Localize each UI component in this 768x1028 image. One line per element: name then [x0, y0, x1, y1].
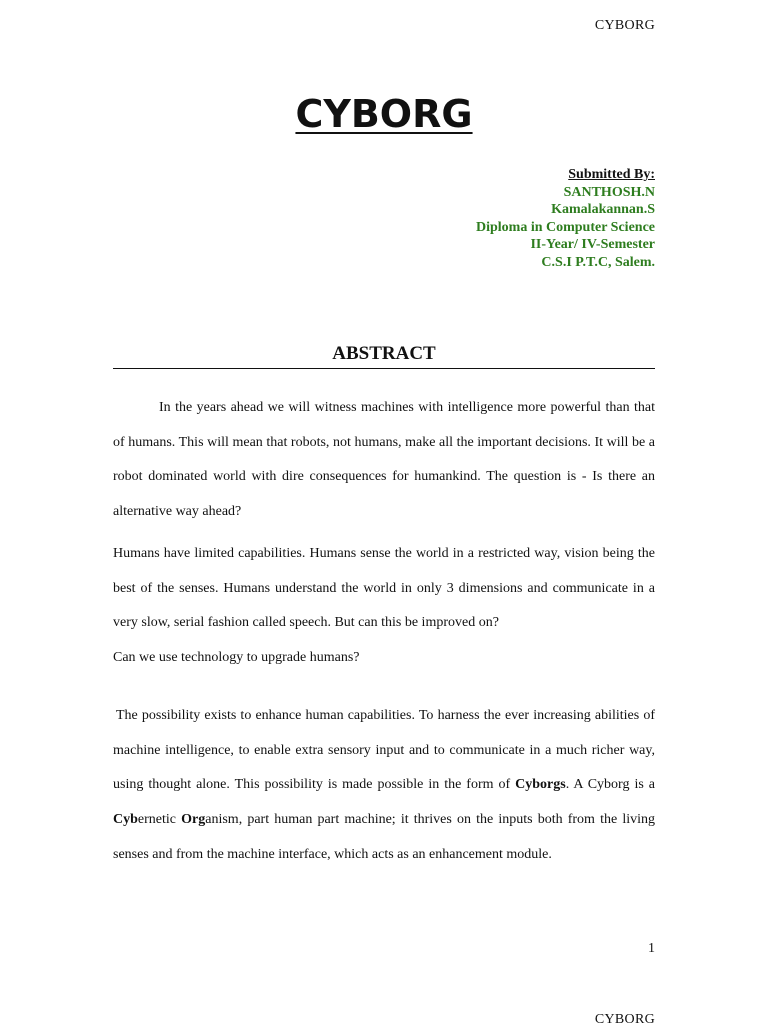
p3-text-mid1: . A Cyborg is a	[565, 777, 655, 793]
abstract-paragraph-1: In the years ahead we will witness machines with intelligence more powerful than that of humans. This will mean that robots, not humans, make all the important decisions. It will be a robot dominated world with dire consequences for humankind. The question is - Is there an alternative way ahead?	[113, 400, 655, 520]
p3-org-bold: Org	[181, 812, 206, 828]
abstract-paragraph-3	[113, 699, 655, 873]
page-title	[0, 88, 768, 140]
author-name-1: SANTHOSH.N	[563, 184, 655, 200]
author-name-2: Kamalakannan.S	[551, 202, 655, 218]
submitted-by-label: Submitted By:	[568, 167, 655, 182]
page-number: 1	[648, 941, 655, 956]
abstract-paragraph-2-question: Can we use technology to upgrade humans?	[113, 650, 360, 666]
abstract-paragraph-2-text: Humans have limited capabilities. Humans sense the world in a restricted way, vision being the best of the senses. Humans understand the world in only 3 dimensions and communicate in a very slow, serial fashion called speech. But can this be improved on?	[113, 546, 655, 631]
p3-text-start: The possibility exists to enhance human capabilities. To harness the ever increasing abilities of machine intelligence, to enable extra sensory input and to communicate in a much richer way, using thought alone. This possibility is made possible in the form of	[113, 708, 655, 793]
page-title-text: CYBORG	[295, 92, 473, 136]
course-line: Diploma in Computer Science	[475, 219, 655, 235]
abstract-paragraph-2	[113, 537, 655, 676]
p3-text-end: anism, part human part machine; it thrives on the inputs both from the living senses and from the machine interface, which acts as an enhancement module.	[113, 812, 655, 862]
p3-cyborgs-bold: Cyborgs	[515, 777, 566, 793]
abstract-heading: ABSTRACT	[113, 342, 655, 369]
p3-text-mid2: ernetic	[137, 812, 182, 828]
p3-cyb-bold: Cyb	[113, 812, 138, 828]
running-header: CYBORG	[594, 18, 655, 33]
next-page-running-header: CYBORG	[594, 1012, 655, 1027]
year-semester-line: II-Year/ IV-Semester	[530, 237, 655, 253]
submitted-by-block	[476, 166, 655, 272]
institution-line: C.S.I P.T.C, Salem.	[541, 254, 655, 270]
